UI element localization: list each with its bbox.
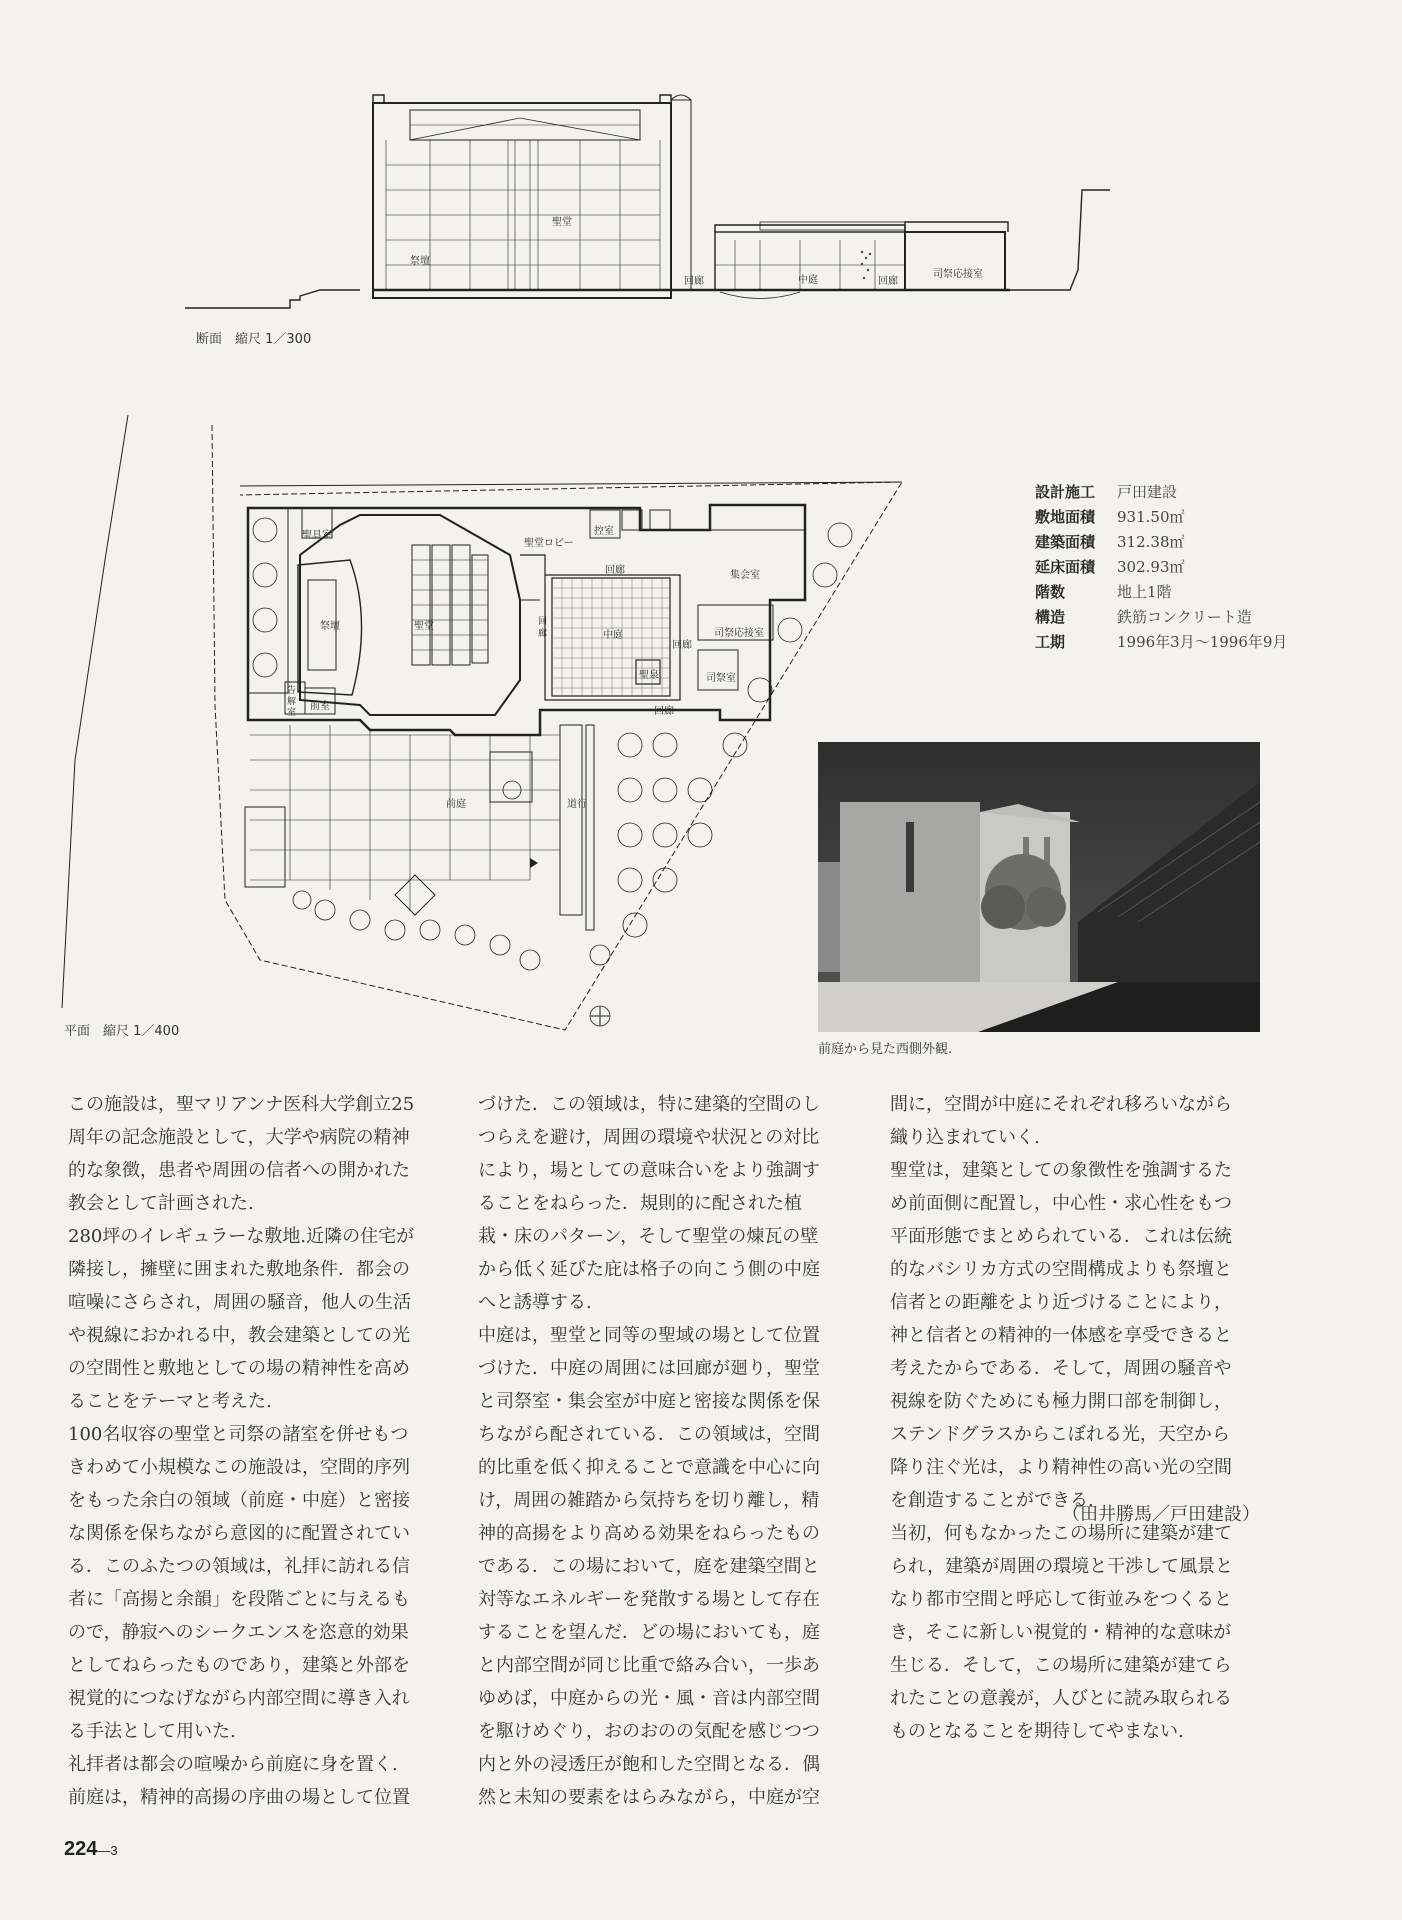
page-number-sub: —3: [97, 1843, 118, 1858]
spec-value: 戸田建設: [1117, 483, 1178, 501]
spec-row: [1035, 480, 1287, 505]
spec-row: [1035, 605, 1287, 630]
project-specs: [1035, 480, 1287, 655]
spec-key: 設計施工: [1035, 483, 1096, 501]
plan-caption: 平面 縮尺 1／400: [64, 1024, 180, 1039]
plan-label-sacristy: 聖具室: [302, 530, 332, 541]
paragraph: づけた．この領域は，特に建築的空間のし つらえを避け，周囲の環境や状況との対比 により，場としての意味合いをより強調す ることをねらった．規則的に配された植 栽・床のパターン，そして聖堂の煉瓦の壁 から低く延びた庇は格子の向こう側の中庭 へと誘導する.: [478, 1094, 820, 1313]
body-column-3: [890, 1088, 1273, 1748]
section-label-altar: 祭壇: [410, 256, 430, 267]
plan-label-priest-room: 司祭室: [706, 673, 736, 684]
paragraph: この施設は，聖マリアンナ医科大学創立25 周年の記念施設として，大学や病院の精神 的な象徴，患者や周囲の信者への開かれた 教会として計画された.: [68, 1094, 415, 1214]
plan-label-antechamber: 前室: [310, 701, 330, 712]
spec-key: 階数: [1035, 583, 1066, 601]
spec-key: 敷地面積: [1035, 508, 1096, 526]
spec-value: 931.50㎡: [1117, 508, 1185, 526]
plan-label-corridor-right: 回廊: [672, 640, 692, 651]
section-caption: 断面 縮尺 1／300: [196, 332, 312, 347]
plan-label-altar: 祭壇: [320, 621, 340, 632]
body-column-2: [478, 1088, 861, 1814]
paragraph: 中庭は，聖堂と同等の聖域の場として位置 づけた．中庭の周囲には回廊が廻り，聖堂 と司祭室・集会室が中庭と密接な関係を保 ちながら配されている．この領域は，空間 的比重を低く抑えることで意識を中心に向 け，周囲の雑踏から気持ちを切り離し，精 神的高揚をより高める効果をねらったもの である．この場において，庭を建築空間と 対等なエネルギーを発散する場として存在 することを望んだ．どの場においても，庭 と内部空間が同じ比重で絡み合い，一歩あ ゆめば，中庭からの光・風・音は内部空間 を駆けめぐり，おのおのの気配を感じつつ 内と外の浸透圧が飽和した空間となる．偶 然と未知の要素をはらみながら，中庭が空: [478, 1325, 820, 1808]
photo-caption: 前庭から見た西側外観.: [818, 1042, 953, 1057]
plan-label-priest-reception: 司祭応接室: [714, 628, 764, 639]
spec-key: 建築面積: [1035, 533, 1096, 551]
paragraph: 礼拝者は都会の喧噪から前庭に身を置く. 前庭は，精神的高揚の序曲の場として位置: [68, 1754, 410, 1808]
body-column-1: [68, 1088, 451, 1814]
author-credit: （田井勝馬／戸田建設）: [1062, 1504, 1260, 1525]
spec-value: 1996年3月〜1996年9月: [1117, 633, 1288, 651]
exterior-photo-image: [818, 742, 1260, 1032]
paragraph: 聖堂は，建築としての象徴性を強調するた め前面側に配置し，中心性・求心性をもつ 平面形態でまとめられている．これは伝統 的なバシリカ方式の空間構成よりも祭壇と 信者との距離をより近づけることにより， 神と信者との精神的一体感を享受できると 考えたからである．そして，周囲の騒音や 視線を防ぐためにも極力開口部を制御し， ステンドグラスからこぼれる光，天空から 降り注ぐ光は，より精神性の高い光の空間 を創造することができる.: [890, 1160, 1232, 1511]
page-number: [64, 1838, 118, 1861]
section-label-corridor-right: 回廊: [878, 276, 898, 287]
plan-label-courtyard: 中庭: [603, 630, 623, 641]
paragraph: 間に，空間が中庭にそれぞれ移ろいながら 織り込まれていく.: [890, 1094, 1232, 1148]
spec-value: 302.93㎡: [1117, 558, 1185, 576]
spec-key: 工期: [1035, 633, 1066, 651]
section-label-sanctuary: 聖堂: [552, 217, 572, 228]
section-label-corridor-left: 回廊: [684, 276, 704, 287]
plan-label-confessional: 告解室: [287, 686, 297, 718]
plan-label-waiting: 控室: [594, 526, 614, 537]
plan-label-corridor-top: 回廊: [605, 565, 625, 576]
page-number-main: 224: [64, 1838, 98, 1860]
plan-label-forecourt: 前庭: [446, 799, 466, 810]
paragraph: 100名収容の聖堂と司祭の諸室を併せもつ きわめて小規模なこの施設は，空間的序列 をもった余白の領域（前庭・中庭）と密接 な関係を保ちながら意図的に配置されてい る．このふたつの領域は，礼拝に訪れる信 者に「高揚と余韻」を段階ごとに与えるも ので，静寂へのシークエンスを恣意的効果 としてねらったものであり，建築と外部を 視覚的につなげながら内部空間に導き入れ る手法として用いた.: [68, 1424, 410, 1742]
section-label-courtyard: 中庭: [798, 275, 818, 286]
paragraph: 当初，何もなかったこの場所に建築が建て られ，建築が周囲の環境と干渉して風景と なり都市空間と呼応して街並みをつくると き，そこに新しい視覚的・精神的な意味が 生じる．そして，この場所に建築が建てら れたことの意義が，人びとに読み取られる ものとなることを期待してやまない.: [890, 1523, 1234, 1742]
plan-label-font: 聖泉: [639, 670, 659, 681]
plan-label-path: 道行: [567, 799, 587, 810]
spec-row: [1035, 530, 1287, 555]
section-label-reception: 司祭応接室: [933, 269, 983, 280]
spec-value: 鉄筋コンクリート造: [1117, 608, 1252, 626]
spec-row: [1035, 555, 1287, 580]
spec-key: 構造: [1035, 608, 1066, 626]
plan-label-sanctuary: 聖堂: [414, 621, 434, 632]
spec-row: [1035, 580, 1287, 605]
spec-row: [1035, 505, 1287, 530]
spec-row: [1035, 630, 1287, 655]
spec-value: 地上1階: [1117, 583, 1172, 601]
paragraph: 280坪のイレギュラーな敷地.近隣の住宅が 隣接し，擁壁に囲まれた敷地条件．都会の 喧噪にさらされ，周囲の騒音，他人の生活 や視線におかれる中，教会建築としての光 の空間性と敷地としての場の精神性を高め ることをテーマと考えた.: [68, 1226, 415, 1412]
spec-key: 延床面積: [1035, 558, 1096, 576]
plan-label-lobby: 聖堂ロビー: [524, 538, 574, 549]
exterior-photo: [818, 742, 1260, 1032]
spec-value: 312.38㎡: [1117, 533, 1185, 551]
plan-label-assembly: 集会室: [730, 570, 760, 581]
plan-label-corridor-bottom: 回廊: [654, 706, 674, 717]
plan-label-corridor-left: 回廊: [538, 617, 548, 639]
